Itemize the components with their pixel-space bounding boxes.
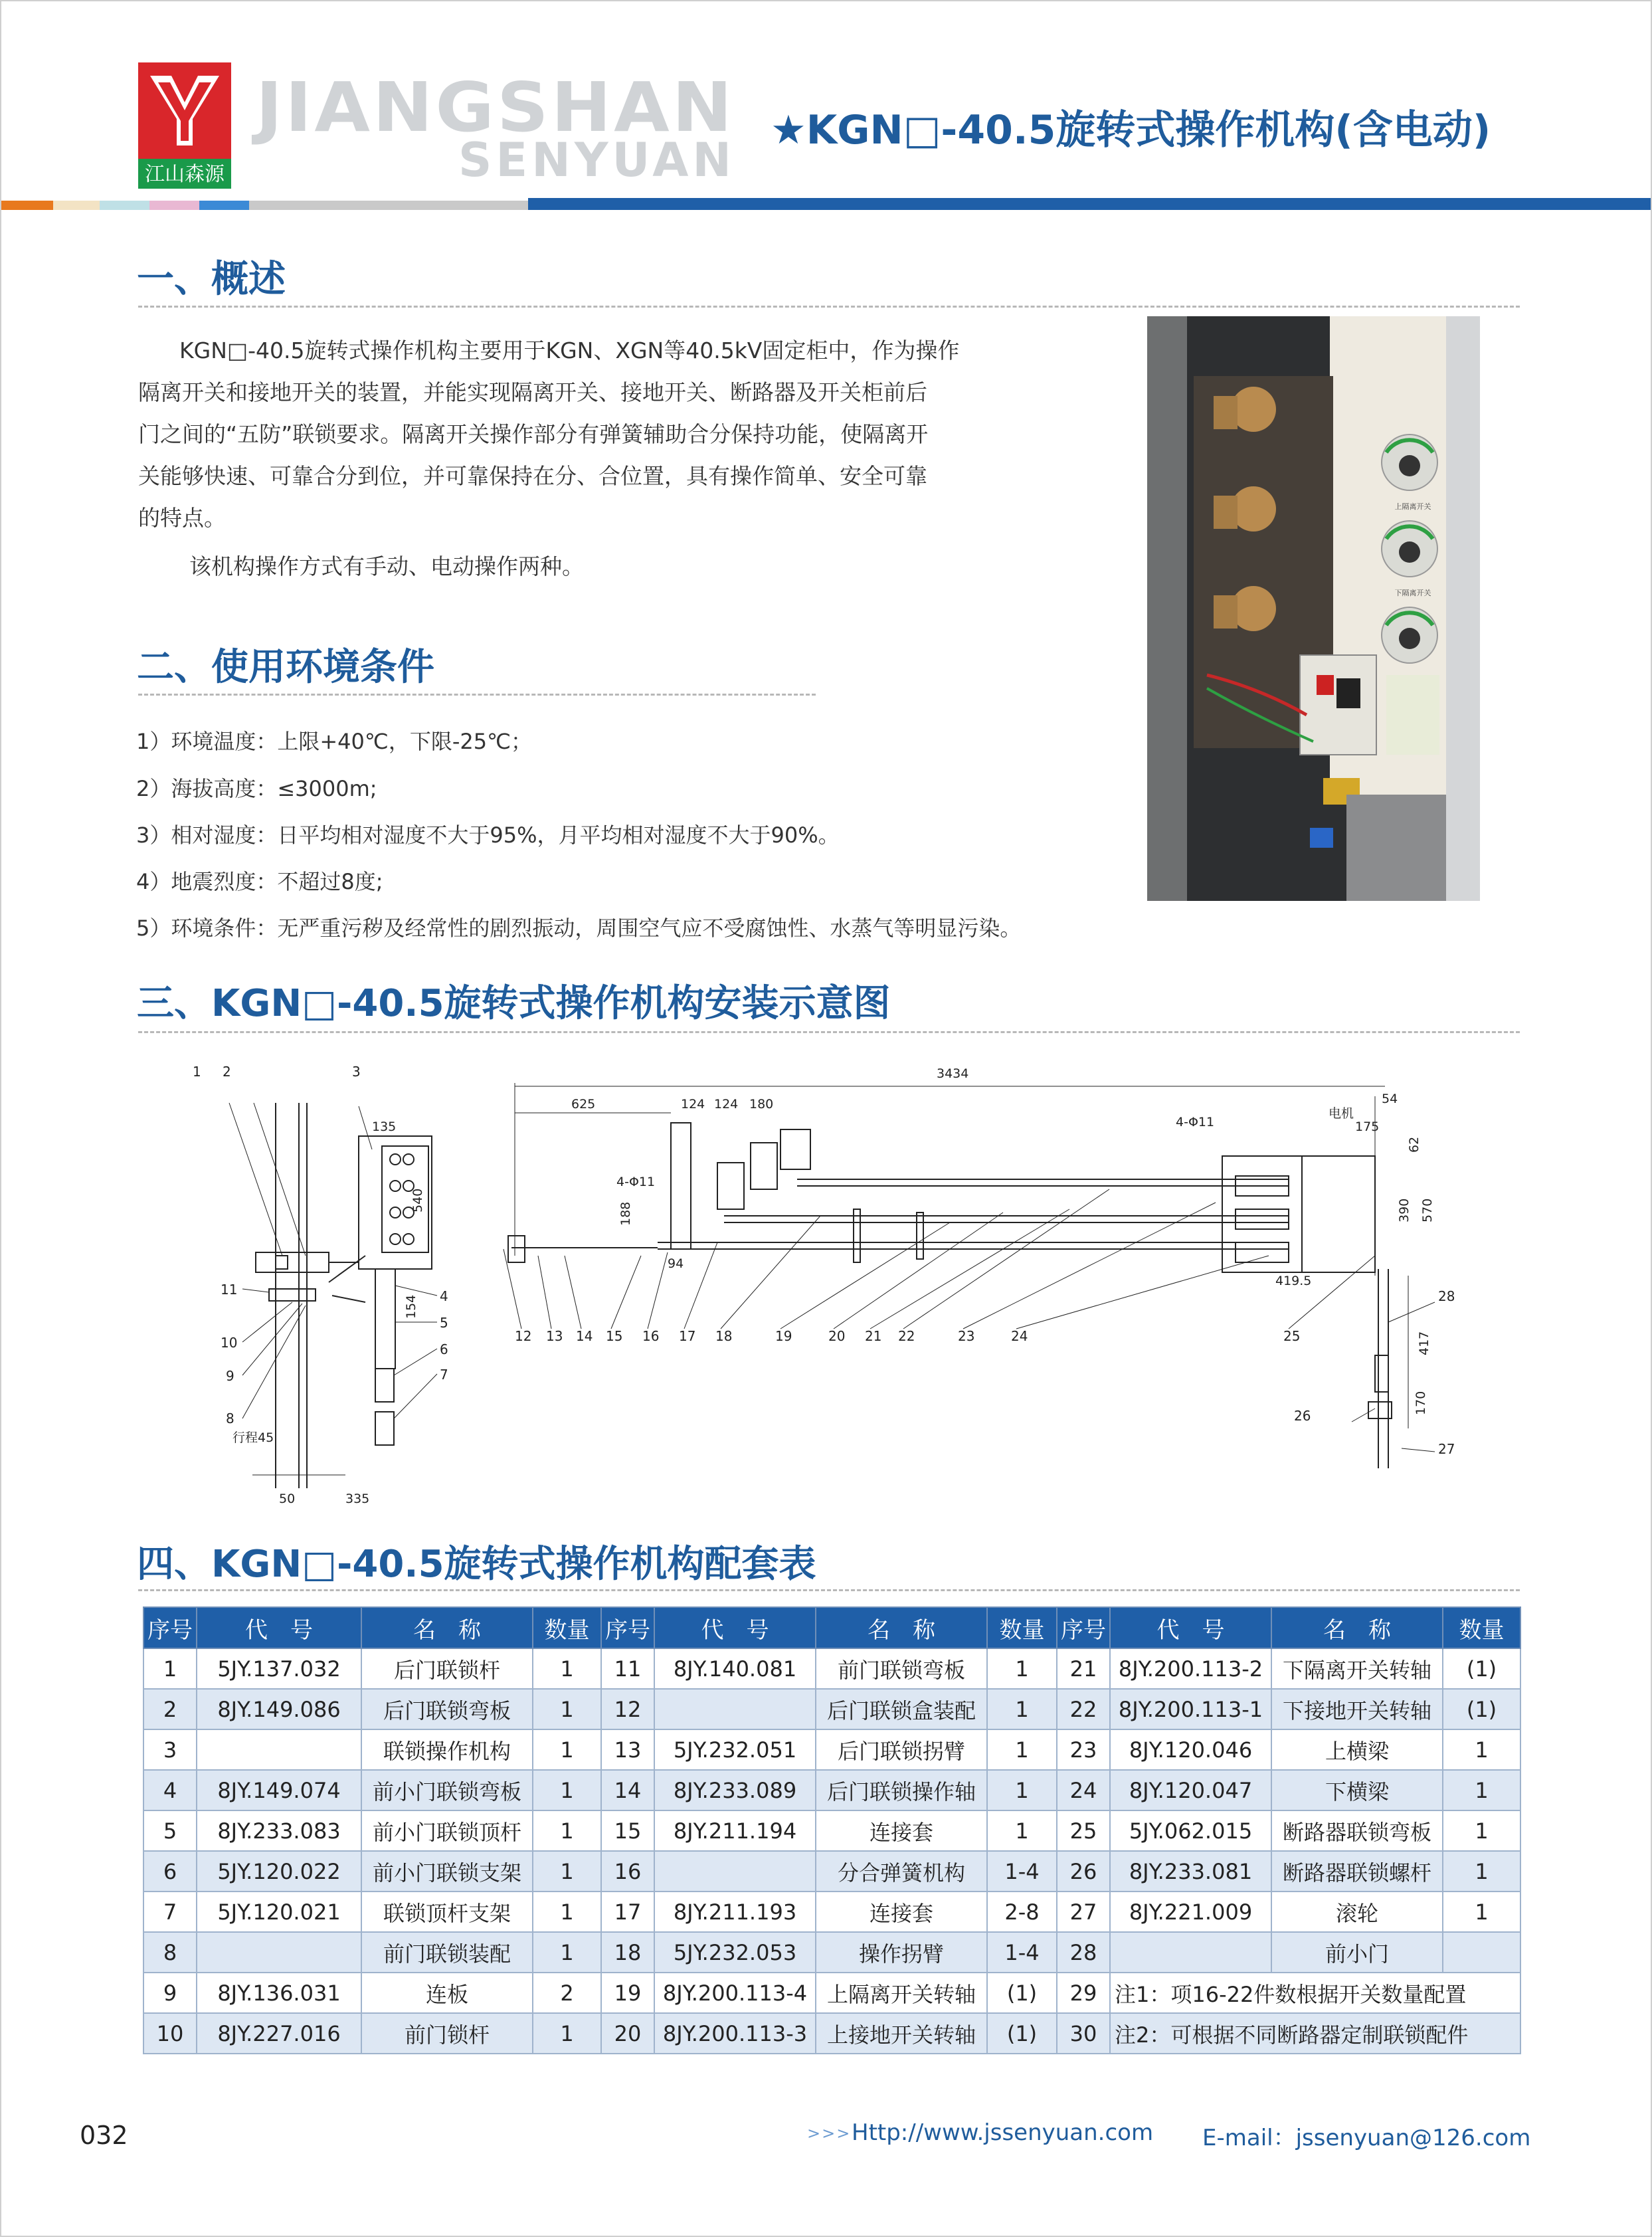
table-cell: 15 xyxy=(601,1810,654,1851)
callout-3: 3 xyxy=(352,1064,361,1080)
table-cell: 14 xyxy=(601,1770,654,1810)
dim-540: 540 xyxy=(411,1188,425,1213)
callout-26: 26 xyxy=(1294,1408,1311,1424)
section-divider xyxy=(138,306,1520,308)
table-cell: 8JY.200.113-3 xyxy=(654,2013,816,2054)
table-cell: 1 xyxy=(143,1648,197,1689)
table-cell: 13 xyxy=(601,1729,654,1770)
table-cell: 1 xyxy=(987,1729,1057,1770)
callout-19: 19 xyxy=(775,1328,792,1344)
callout-5: 5 xyxy=(440,1315,448,1331)
table-row xyxy=(143,1648,1520,1689)
header-color-strip xyxy=(0,198,1652,211)
table-cell: 1-4 xyxy=(987,1932,1057,1973)
table-cell: 7 xyxy=(143,1892,197,1932)
callout-1: 1 xyxy=(193,1064,201,1080)
condition-item-5: 5）环境条件：无严重污秽及经常性的剧烈振动，周围空气应不受腐蚀性、水蒸气等明显污染。 xyxy=(136,916,1022,941)
table-cell: 前小门 xyxy=(1271,1932,1443,1973)
table-cell: 26 xyxy=(1057,1851,1110,1892)
table-cell: 前小门联锁弯板 xyxy=(361,1770,533,1810)
table-cell: 8JY.149.074 xyxy=(197,1770,361,1810)
table-cell: 前门联锁装配 xyxy=(361,1932,533,1973)
table-cell: 断路器联锁螺杆 xyxy=(1271,1851,1443,1892)
table-cell: 下接地开关转轴 xyxy=(1271,1689,1443,1729)
dim-390: 390 xyxy=(1397,1198,1412,1222)
table-cell: 8JY.221.009 xyxy=(1110,1892,1271,1932)
product-photo xyxy=(1147,316,1480,901)
table-cell: 3 xyxy=(143,1729,197,1770)
email-link[interactable]: E-mail：jssenyuan@126.com xyxy=(1202,2125,1531,2151)
table-cell xyxy=(654,1851,816,1892)
table-cell: 5JY.137.032 xyxy=(197,1648,361,1689)
dim-holes-right: 4-Φ11 xyxy=(1176,1115,1215,1129)
table-cell: 1 xyxy=(1443,1810,1520,1851)
brand-subname: SENYUAN xyxy=(458,133,735,187)
table-cell: 29 xyxy=(1057,1973,1110,2013)
callout-10: 10 xyxy=(221,1335,238,1351)
table-cell: 8JY.120.047 xyxy=(1110,1770,1271,1810)
table-cell: 滚轮 xyxy=(1271,1892,1443,1932)
table-cell: 1 xyxy=(533,1932,601,1973)
table-cell xyxy=(197,1729,361,1770)
dim-135: 135 xyxy=(372,1119,397,1134)
table-cell: 后门联锁盒装配 xyxy=(816,1689,987,1729)
table-cell: 1 xyxy=(533,1810,601,1851)
table-cell: 8JY.200.113-2 xyxy=(1110,1648,1271,1689)
dim-stroke: 行程45 xyxy=(232,1430,274,1445)
callout-2: 2 xyxy=(223,1064,231,1080)
condition-item-1: 1）环境温度：上限+40℃，下限-25℃； xyxy=(136,729,533,754)
table-cell: 4 xyxy=(143,1770,197,1810)
table-cell: 8JY.140.081 xyxy=(654,1648,816,1689)
overview-line-4: 关能够快速、可靠合分到位，并可靠保持在分、合位置，具有操作简单、安全可靠 xyxy=(138,463,927,489)
table-cell: 连板 xyxy=(361,1973,533,2013)
table-cell: 1 xyxy=(533,1770,601,1810)
table-cell: 注1：项16-22件数根据开关数量配置 xyxy=(1110,1973,1520,2013)
table-cell xyxy=(654,1689,816,1729)
callout-8: 8 xyxy=(226,1410,234,1426)
overview-line-3: 门之间的“五防”联锁要求。隔离开关操作部分有弹簧辅助合分保持功能，使隔离开 xyxy=(138,421,929,447)
table-cell: (1) xyxy=(987,1973,1057,2013)
table-cell: 1 xyxy=(533,2013,601,2054)
photo-label-1: 上隔离开关 xyxy=(1394,502,1431,511)
condition-item-3: 3）相对湿度：日平均相对湿度不大于95%，月平均相对湿度不大于90%。 xyxy=(136,823,840,848)
table-cell: (1) xyxy=(987,2013,1057,2054)
table-row xyxy=(143,1770,1520,1810)
callout-13: 13 xyxy=(546,1328,563,1344)
callout-27: 27 xyxy=(1438,1441,1455,1457)
table-cell: 8 xyxy=(143,1932,197,1973)
table-cell xyxy=(1110,1932,1271,1973)
table-row xyxy=(143,1851,1520,1892)
table-cell xyxy=(1443,1932,1520,1973)
table-cell: 1 xyxy=(987,1770,1057,1810)
parts-table xyxy=(143,1606,1521,2054)
table-cell: 1 xyxy=(533,1851,601,1892)
table-cell: 1 xyxy=(1443,1851,1520,1892)
dim-570: 570 xyxy=(1420,1198,1435,1222)
table-cell: 8JY.200.113-4 xyxy=(654,1973,816,2013)
dim-holes-left: 4-Φ11 xyxy=(616,1175,656,1189)
table-cell: 11 xyxy=(601,1648,654,1689)
table-cell: 1 xyxy=(1443,1729,1520,1770)
table-cell: 8JY.120.046 xyxy=(1110,1729,1271,1770)
table-header-row xyxy=(143,1607,1520,1648)
header-no: 序号 xyxy=(601,1607,654,1648)
table-cell: 2-8 xyxy=(987,1892,1057,1932)
callout-24: 24 xyxy=(1011,1328,1028,1344)
header-no: 序号 xyxy=(143,1607,197,1648)
dim-3434: 3434 xyxy=(937,1066,969,1081)
header-no: 序号 xyxy=(1057,1607,1110,1648)
table-cell: 6 xyxy=(143,1851,197,1892)
table-cell: 8JY.227.016 xyxy=(197,2013,361,2054)
dim-419: 419.5 xyxy=(1275,1274,1312,1288)
table-cell: 前门联锁弯板 xyxy=(816,1648,987,1689)
table-cell: 9 xyxy=(143,1973,197,2013)
callout-9: 9 xyxy=(226,1368,234,1384)
table-cell: 8JY.200.113-1 xyxy=(1110,1689,1271,1729)
table-cell: 连接套 xyxy=(816,1810,987,1851)
dim-335: 335 xyxy=(345,1492,370,1506)
photo-label-2: 下隔离开关 xyxy=(1394,589,1431,597)
dim-62: 62 xyxy=(1407,1136,1422,1153)
table-cell: 23 xyxy=(1057,1729,1110,1770)
table-cell: 8JY.233.083 xyxy=(197,1810,361,1851)
dim-170: 170 xyxy=(1414,1391,1428,1415)
table-cell: 30 xyxy=(1057,2013,1110,2054)
table-cell: 25 xyxy=(1057,1810,1110,1851)
table-cell: 18 xyxy=(601,1932,654,1973)
callout-16: 16 xyxy=(642,1328,660,1344)
logo-text: 江山森源 xyxy=(145,163,225,186)
table-cell: 17 xyxy=(601,1892,654,1932)
table-cell: 1-4 xyxy=(987,1851,1057,1892)
callout-12: 12 xyxy=(515,1328,532,1344)
table-cell: 16 xyxy=(601,1851,654,1892)
installation-diagram xyxy=(139,1056,1501,1521)
table-cell: 前小门联锁支架 xyxy=(361,1851,533,1892)
table-cell: 8JY.233.081 xyxy=(1110,1851,1271,1892)
header-name: 名 称 xyxy=(816,1607,987,1648)
table-cell: 分合弹簧机构 xyxy=(816,1851,987,1892)
page-number: 032 xyxy=(80,2121,128,2150)
dim-188: 188 xyxy=(618,1201,633,1226)
dim-124a: 124 xyxy=(681,1097,705,1112)
callout-20: 20 xyxy=(828,1328,846,1344)
callout-14: 14 xyxy=(576,1328,593,1344)
table-cell: 联锁顶杆支架 xyxy=(361,1892,533,1932)
dim-motor: 电机 xyxy=(1329,1106,1354,1121)
table-cell: (1) xyxy=(1443,1689,1520,1729)
table-cell: 12 xyxy=(601,1689,654,1729)
callout-17: 17 xyxy=(679,1328,696,1344)
table-cell: 1 xyxy=(533,1648,601,1689)
table-cell: 22 xyxy=(1057,1689,1110,1729)
website-link[interactable]: Http://www.jssenyuan.com xyxy=(852,2119,1154,2146)
table-cell: (1) xyxy=(1443,1648,1520,1689)
table-cell: 5JY.120.022 xyxy=(197,1851,361,1892)
table-cell: 10 xyxy=(143,2013,197,2054)
table-cell: 5JY.062.015 xyxy=(1110,1810,1271,1851)
table-cell: 1 xyxy=(1443,1770,1520,1810)
table-row xyxy=(143,1729,1520,1770)
header-qty: 数量 xyxy=(987,1607,1057,1648)
table-cell: 后门联锁杆 xyxy=(361,1648,533,1689)
footer-arrow-icon: >>> xyxy=(807,2124,852,2143)
table-cell: 8JY.211.194 xyxy=(654,1810,816,1851)
table-cell: 1 xyxy=(533,1689,601,1729)
table-cell: 21 xyxy=(1057,1648,1110,1689)
callout-11: 11 xyxy=(221,1282,238,1298)
dim-94: 94 xyxy=(668,1256,684,1271)
table-cell: 27 xyxy=(1057,1892,1110,1932)
section-table-title: 四、KGN□-40.5旋转式操作机构配套表 xyxy=(137,1543,816,1586)
callout-6: 6 xyxy=(440,1341,448,1357)
table-row xyxy=(143,1932,1520,1973)
dim-154: 154 xyxy=(404,1294,418,1319)
table-cell: 上接地开关转轴 xyxy=(816,2013,987,2054)
header-code: 代 号 xyxy=(654,1607,816,1648)
overview-line-5: 的特点。 xyxy=(138,505,226,531)
table-cell: 后门联锁弯板 xyxy=(361,1689,533,1729)
parts-table-body xyxy=(143,1648,1520,2054)
dim-417: 417 xyxy=(1417,1331,1431,1355)
table-row xyxy=(143,1973,1520,2013)
table-cell: 24 xyxy=(1057,1770,1110,1810)
table-cell: 上隔离开关转轴 xyxy=(816,1973,987,2013)
callout-4: 4 xyxy=(440,1288,448,1304)
table-cell: 5JY.232.053 xyxy=(654,1932,816,1973)
section-diagram-title: 三、KGN□-40.5旋转式操作机构安装示意图 xyxy=(137,982,891,1025)
dim-50: 50 xyxy=(279,1492,296,1506)
table-cell: 1 xyxy=(987,1810,1057,1851)
section-overview-title: 一、概述 xyxy=(137,258,286,301)
dim-124b: 124 xyxy=(714,1097,739,1112)
callout-21: 21 xyxy=(865,1328,882,1344)
table-cell: 下横梁 xyxy=(1271,1770,1443,1810)
table-cell: 8JY.233.089 xyxy=(654,1770,816,1810)
table-cell: 1 xyxy=(1443,1892,1520,1932)
table-cell: 19 xyxy=(601,1973,654,2013)
callout-7: 7 xyxy=(440,1367,448,1383)
table-cell: 2 xyxy=(143,1689,197,1729)
table-cell: 8JY.211.193 xyxy=(654,1892,816,1932)
dim-175: 175 xyxy=(1355,1119,1380,1134)
table-cell: 5JY.120.021 xyxy=(197,1892,361,1932)
table-cell: 5JY.232.051 xyxy=(654,1729,816,1770)
table-cell: 28 xyxy=(1057,1932,1110,1973)
table-row xyxy=(143,2013,1520,2054)
condition-item-2: 2）海拔高度：≤3000m; xyxy=(136,776,377,801)
condition-item-4: 4）地震烈度：不超过8度; xyxy=(136,869,383,894)
table-cell: 1 xyxy=(987,1689,1057,1729)
callout-28: 28 xyxy=(1438,1288,1455,1304)
table-cell: 1 xyxy=(987,1648,1057,1689)
header-qty: 数量 xyxy=(533,1607,601,1648)
table-cell: 8JY.136.031 xyxy=(197,1973,361,2013)
section-conditions-title: 二、使用环境条件 xyxy=(137,646,434,689)
table-cell: 前小门联锁顶杆 xyxy=(361,1810,533,1851)
table-cell: 联锁操作机构 xyxy=(361,1729,533,1770)
callout-25: 25 xyxy=(1283,1328,1301,1344)
dim-625: 625 xyxy=(571,1097,596,1112)
callout-15: 15 xyxy=(606,1328,623,1344)
callout-22: 22 xyxy=(898,1328,915,1344)
header-code: 代 号 xyxy=(197,1607,361,1648)
dim-180: 180 xyxy=(749,1097,774,1112)
overview-line-1: KGN□-40.5旋转式操作机构主要用于KGN、XGN等40.5kV固定柜中，作为操作 xyxy=(179,338,960,363)
overview-line-2: 隔离开关和接地开关的装置，并能实现隔离开关、接地开关、断路器及开关柜前后 xyxy=(138,379,927,405)
table-cell: 连接套 xyxy=(816,1892,987,1932)
table-row xyxy=(143,1689,1520,1729)
company-logo xyxy=(138,62,231,189)
table-cell: 2 xyxy=(533,1973,601,2013)
table-cell: 5 xyxy=(143,1810,197,1851)
table-cell: 注2：可根据不同断路器定制联锁配件 xyxy=(1110,2013,1520,2054)
section-divider xyxy=(138,694,816,696)
table-row xyxy=(143,1892,1520,1932)
table-cell: 操作拐臂 xyxy=(816,1932,987,1973)
table-cell: 断路器联锁弯板 xyxy=(1271,1810,1443,1851)
section-divider xyxy=(138,1031,1520,1033)
table-cell: 后门联锁拐臂 xyxy=(816,1729,987,1770)
header-name: 名 称 xyxy=(361,1607,533,1648)
section-divider xyxy=(138,1589,1520,1591)
table-cell: 1 xyxy=(533,1729,601,1770)
table-cell: 1 xyxy=(533,1892,601,1932)
table-cell xyxy=(197,1932,361,1973)
table-cell: 上横梁 xyxy=(1271,1729,1443,1770)
table-cell: 前门锁杆 xyxy=(361,2013,533,2054)
callout-23: 23 xyxy=(958,1328,975,1344)
header-code: 代 号 xyxy=(1110,1607,1271,1648)
table-row xyxy=(143,1810,1520,1851)
header-qty: 数量 xyxy=(1443,1607,1520,1648)
brand-name: JIANGSHAN xyxy=(256,68,735,147)
callout-18: 18 xyxy=(715,1328,733,1344)
page-title: ★KGN□-40.5旋转式操作机构(含电动) xyxy=(771,107,1491,153)
table-cell: 后门联锁操作轴 xyxy=(816,1770,987,1810)
table-cell: 20 xyxy=(601,2013,654,2054)
table-cell: 8JY.149.086 xyxy=(197,1689,361,1729)
overview-line-6: 该机构操作方式有手动、电动操作两种。 xyxy=(189,553,584,579)
header-name: 名 称 xyxy=(1271,1607,1443,1648)
dim-54: 54 xyxy=(1382,1092,1398,1106)
table-cell: 下隔离开关转轴 xyxy=(1271,1648,1443,1689)
